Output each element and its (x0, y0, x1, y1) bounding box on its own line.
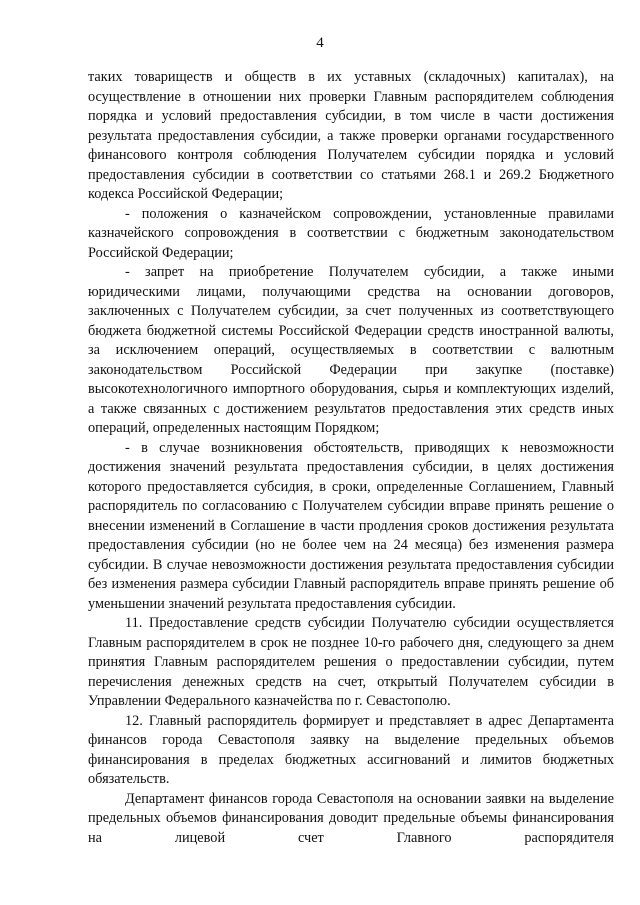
paragraph-currency-prohibition: - запрет на приобретение Получателем субсидии, а также иными юридическими лицами, получающими средства на основании договоров, заключенных с Получателем субсидии, за счет полученных из соответствующего бюджета бюджетной системы Российской Федерации средств иностранной валюты, за исключением операций, осуществляемых в соответствии с валютным законодательством Российской Федерации при закупке (поставке) высокотехнологичного импортного оборудования, сырья и комплектующих изделий, а также связанных с достижением результатов предоставления этих средств иных операций, определенных настоящим Порядком; (88, 264, 614, 436)
paragraph-finance-department: Департамент финансов города Севастополя на основании заявки на выделение предельных объемов финансирования доводит предельные объемы финансирования на лицевой счет Главного распорядителя (88, 790, 614, 846)
page-number: 4 (316, 35, 324, 51)
document-body (88, 68, 614, 848)
paragraph-clause-12: 12. Главный распорядитель формирует и представляет в адрес Департамента финансов города Севастополя заявку на выделение предельных объемов финансирования в пределах бюджетных ассигнований и лимитов бюджетных обязательств. (88, 712, 614, 787)
paragraph-continuation: таких товариществ и обществ в их уставных (складочных) капиталах), на осуществление в отношении них проверки Главным распорядителем соблюдения порядка и условий предоставления субсидии, в том числе в части достижения результата предоставления субсидии, а также проверки органами государственного финансового контроля соблюдения Получателем субсидии порядка и условий предоставления субсидии в соответствии со статьями 268.1 и 269.2 Бюджетного кодекса Российской Федерации; (88, 69, 614, 202)
paragraph-treasury-support: - положения о казначейском сопровождении, установленные правилами казначейского сопровождения в соответствии с бюджетным законодательством Российской Федерации; (88, 205, 614, 261)
paragraph-deadline-extension: - в случае возникновения обстоятельств, приводящих к невозможности достижения значений результата предоставления субсидии, в целях достижения которого предоставляется субсидия, в сроки, определенные Соглашением, Главный распорядитель по согласованию с Получателем субсидии вправе принять решение о внесении изменений в Соглашение в части продления сроков достижения результата предоставления субсидии (но не более чем на 24 месяца) без изменения размера субсидии. В случае невозможности достижения результата предоставления субсидии без изменения размера субсидии Главный распорядитель вправе принять решение об уменьшении значений результата предоставления субсидии. (88, 439, 614, 612)
paragraph-clause-11: 11. Предоставление средств субсидии Получателю субсидии осуществляется Главным распорядителем в срок не позднее 10-го рабочего дня, следующего за днем принятия Главным распорядителем решения о предоставлении субсидии, путем перечисления денежных средств на счет, открытый Получателем субсидии в Управлении Федерального казначейства по г. Севастополю. (88, 615, 614, 709)
